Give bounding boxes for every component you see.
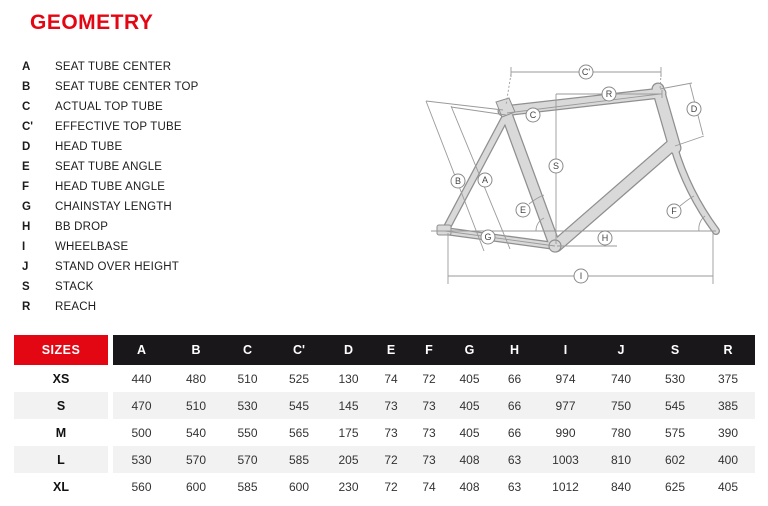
value-cell: 600 (185, 479, 207, 494)
value-cell: 585 (237, 479, 258, 494)
table-row (14, 392, 755, 419)
value-cell: 72 (384, 479, 398, 494)
value-cell: 400 (717, 452, 739, 467)
legend-key: H (22, 221, 31, 233)
value-cell: 405 (459, 425, 480, 440)
label-reach (602, 87, 616, 101)
value-cell: 740 (610, 371, 632, 386)
column-header: J (617, 343, 625, 357)
legend-item (22, 217, 199, 237)
legend-label: REACH (55, 301, 97, 313)
label-seat-tube-center (478, 173, 492, 187)
label-chainstay-length (481, 230, 495, 244)
value-cell: 470 (131, 398, 152, 413)
legend-label: HEAD TUBE ANGLE (55, 181, 166, 193)
value-cell: 570 (185, 452, 207, 467)
legend-item (22, 97, 199, 117)
label-head-tube (687, 102, 701, 116)
legend-key: F (22, 181, 30, 193)
sizes-header-cell: SIZES (14, 335, 108, 365)
value-cell: 66 (507, 371, 522, 386)
value-cell: 600 (288, 479, 310, 494)
value-cell: 385 (717, 398, 739, 413)
legend-key: I (22, 241, 26, 253)
legend-label: EFFECTIVE TOP TUBE (55, 121, 182, 133)
value-cell: 530 (131, 452, 152, 467)
label-actual-top-tube (526, 108, 540, 122)
value-cell: 72 (422, 371, 436, 386)
column-header: H (509, 343, 520, 357)
row-cells (113, 473, 755, 500)
row-cells (113, 446, 755, 473)
label-stack (549, 159, 563, 173)
size-cell: XL (53, 479, 69, 494)
legend-key: B (22, 81, 31, 93)
legend-item (22, 137, 199, 157)
column-header: E (386, 343, 396, 357)
legend-label: ACTUAL TOP TUBE (55, 101, 163, 113)
legend-key: A (22, 61, 31, 73)
legend-item (22, 77, 199, 97)
legend-key: D (22, 141, 31, 153)
legend-item (22, 177, 199, 197)
label-wheelbase (574, 269, 588, 283)
legend-key: R (22, 301, 31, 313)
svg-text:D: D (690, 104, 698, 114)
value-cell: 480 (185, 371, 207, 386)
value-cell: 175 (338, 425, 359, 440)
table-row (14, 365, 755, 392)
legend-key: S (22, 281, 30, 293)
svg-text:E: E (519, 205, 527, 215)
value-cell: 977 (555, 398, 576, 413)
svg-text:I: I (579, 271, 583, 281)
value-cell: 408 (459, 452, 480, 467)
value-cell: 565 (288, 425, 310, 440)
table-row (14, 446, 755, 473)
column-header: R (723, 343, 733, 357)
value-cell: 585 (288, 452, 310, 467)
size-cell: S (14, 392, 108, 419)
value-cell: 570 (237, 452, 258, 467)
bike-frame-diagram (403, 46, 765, 298)
legend-label: BB DROP (55, 221, 109, 233)
label-bb-drop (598, 231, 612, 245)
legend-label: CHAINSTAY LENGTH (55, 201, 172, 213)
value-cell: 974 (555, 371, 576, 386)
svg-text:C': C' (581, 67, 591, 77)
value-cell: 750 (610, 398, 632, 413)
legend-item (22, 197, 199, 217)
legend-item (22, 117, 199, 137)
value-cell: 990 (555, 425, 576, 440)
table-body (14, 365, 755, 500)
label-head-tube-angle (667, 204, 681, 218)
row-cells (113, 392, 755, 419)
value-cell: 780 (610, 425, 632, 440)
legend-label: STAND OVER HEIGHT (55, 261, 179, 273)
value-cell: 500 (131, 425, 152, 440)
table-row (14, 419, 755, 446)
value-cell: 550 (237, 425, 258, 440)
column-header: G (464, 343, 475, 357)
legend-label: STACK (55, 281, 94, 293)
legend-label: SEAT TUBE ANGLE (55, 161, 163, 173)
value-cell: 63 (507, 479, 522, 494)
size-cell: L (14, 446, 108, 473)
frame-fill (445, 89, 716, 246)
value-cell: 73 (384, 425, 398, 440)
value-cell: 840 (610, 479, 632, 494)
legend-key: J (22, 261, 29, 273)
value-cell: 66 (507, 425, 522, 440)
value-cell: 602 (664, 452, 686, 467)
legend-label: HEAD TUBE (55, 141, 123, 153)
value-cell: 545 (288, 398, 310, 413)
value-cell: 66 (507, 398, 522, 413)
legend-key: E (22, 161, 30, 173)
legend-item (22, 237, 199, 257)
value-cell: 390 (717, 425, 739, 440)
value-cell: 73 (422, 452, 436, 467)
value-cell: 1012 (552, 479, 579, 494)
value-cell: 375 (717, 371, 739, 386)
column-header: F (425, 343, 433, 357)
value-cell: 1003 (552, 452, 579, 467)
table-row (14, 473, 755, 500)
value-cell: 510 (237, 371, 258, 386)
value-cell: 510 (185, 398, 207, 413)
value-cell: 73 (422, 398, 436, 413)
value-cell: 405 (459, 371, 480, 386)
legend-key: G (22, 201, 31, 213)
value-cell: 530 (237, 398, 258, 413)
geometry-table (14, 335, 755, 500)
value-cell: 74 (422, 479, 436, 494)
value-cell: 74 (384, 371, 398, 386)
legend-item (22, 297, 199, 317)
svg-text:G: G (484, 232, 492, 242)
column-header: B (191, 343, 201, 357)
value-cell: 145 (338, 398, 359, 413)
value-cell: 408 (459, 479, 480, 494)
size-cell: M (55, 425, 67, 440)
column-header: A (136, 343, 147, 357)
value-cell: 625 (664, 479, 686, 494)
label-seat-tube-center-top (451, 174, 465, 188)
legend-item (22, 157, 199, 177)
value-cell: 575 (664, 425, 686, 440)
legend-key: C' (22, 121, 34, 133)
value-cell: 540 (185, 425, 207, 440)
column-header: S (670, 343, 680, 357)
row-cells (113, 365, 755, 392)
value-cell: 560 (131, 479, 152, 494)
value-cell: 545 (664, 398, 686, 413)
value-cell: 130 (338, 371, 359, 386)
value-cell: 405 (459, 398, 480, 413)
page-title: GEOMETRY (30, 11, 154, 34)
svg-text:R: R (605, 89, 613, 99)
legend-key: C (22, 101, 31, 113)
column-header: C (242, 343, 253, 357)
header-cells (113, 335, 755, 365)
value-cell: 205 (338, 452, 359, 467)
value-cell: 405 (717, 479, 739, 494)
table-header-row (14, 335, 755, 365)
value-cell: 73 (384, 398, 398, 413)
value-cell: 440 (131, 371, 152, 386)
value-cell: 73 (422, 425, 436, 440)
size-cell: XS (52, 371, 70, 386)
label-seat-tube-angle (516, 203, 530, 217)
svg-text:C: C (529, 110, 537, 120)
column-header: C' (293, 343, 305, 357)
legend-label: SEAT TUBE CENTER TOP (55, 81, 199, 93)
legend-label: SEAT TUBE CENTER (55, 61, 172, 73)
svg-text:H: H (601, 233, 609, 243)
value-cell: 63 (507, 452, 522, 467)
legend-item (22, 277, 199, 297)
svg-text:S: S (552, 161, 560, 171)
value-cell: 230 (338, 479, 359, 494)
legend-item (22, 257, 199, 277)
value-cell: 525 (288, 371, 310, 386)
value-cell: 530 (664, 371, 686, 386)
legend (22, 57, 199, 317)
value-cell: 810 (610, 452, 632, 467)
row-cells (113, 419, 755, 446)
svg-text:F: F (671, 206, 677, 216)
svg-text:B: B (454, 176, 462, 186)
legend-label: WHEELBASE (55, 241, 129, 253)
svg-text:A: A (481, 175, 489, 185)
value-cell: 72 (384, 452, 398, 467)
column-header: D (343, 343, 354, 357)
legend-item (22, 57, 199, 77)
label-effective-top-tube (579, 65, 593, 79)
column-header: I (563, 343, 568, 357)
